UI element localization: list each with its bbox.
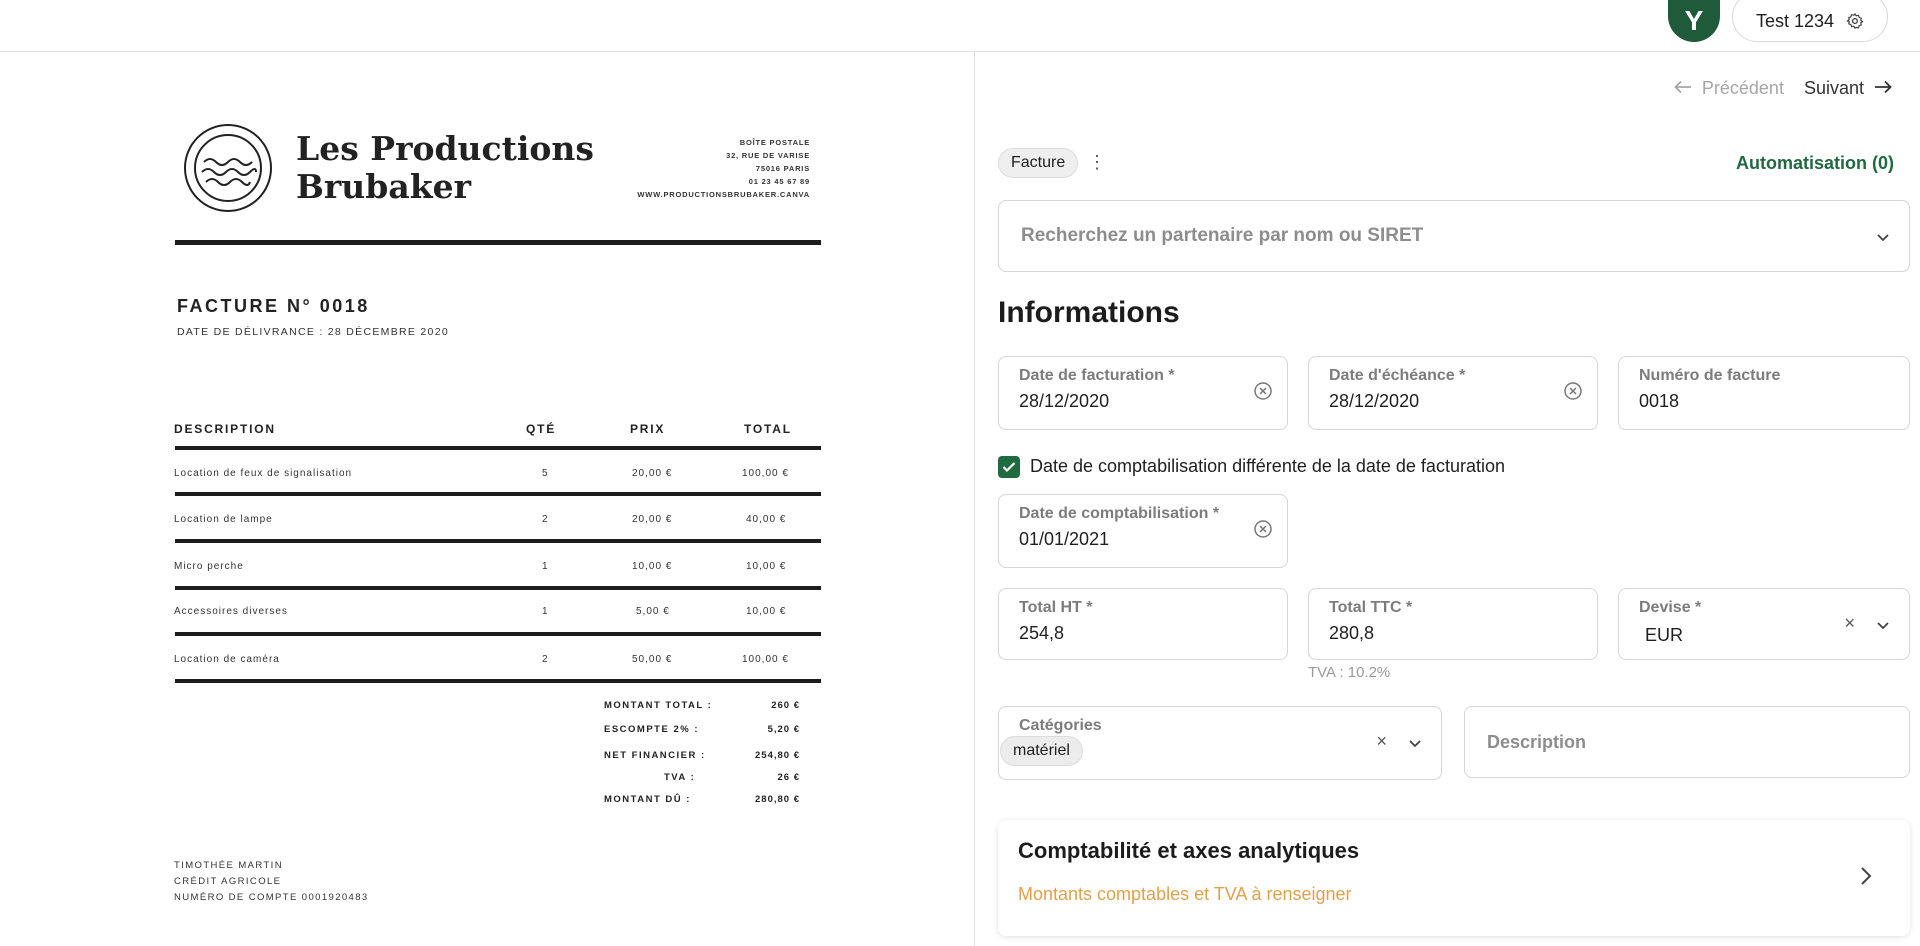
table-rule (175, 586, 821, 590)
summary-value: 26 € (777, 772, 800, 783)
total-ttc-value: 280,8 (1329, 623, 1375, 643)
invoice-form-panel (976, 52, 1920, 946)
invoice-date-field[interactable] (998, 356, 1288, 430)
category-tag-label: matériel (1013, 742, 1070, 759)
section-title-informations: Informations (998, 296, 1180, 329)
invoice-number-field[interactable] (1618, 356, 1910, 430)
total-ht-field[interactable] (998, 588, 1288, 660)
description-field[interactable] (1464, 706, 1910, 778)
table-rule (175, 492, 821, 496)
currency-label: Devise * (1639, 599, 1702, 616)
line-total: 10,00 € (746, 606, 787, 617)
clear-icon[interactable] (1253, 519, 1273, 539)
line-price: 50,00 € (632, 654, 673, 665)
total-ttc-label: Total TTC * (1329, 599, 1413, 616)
line-price: 10,00 € (632, 561, 673, 572)
address-line: 01 23 45 67 89 (748, 177, 810, 186)
address-line: 32, RUE DE VARISE (726, 151, 810, 160)
company-name (296, 130, 594, 206)
line-price: 5,00 € (636, 606, 670, 617)
accounting-date-checkbox[interactable] (998, 456, 1020, 478)
chevron-right-icon (1858, 864, 1874, 888)
previous-button[interactable] (1674, 78, 1784, 99)
more-options-icon[interactable]: ⋮ (1088, 152, 1106, 172)
currency-select[interactable] (1618, 588, 1910, 660)
due-date-label: Date d'échéance * (1329, 367, 1466, 384)
total-ht-label: Total HT * (1019, 599, 1093, 616)
total-ht-value: 254,8 (1019, 623, 1065, 643)
avatar-initial: Y (1684, 5, 1704, 36)
clear-icon[interactable] (1563, 381, 1583, 401)
accounting-date-field[interactable] (998, 494, 1288, 568)
company-name-line1: Les Productions (296, 129, 594, 168)
invoice-date-value: 28/12/2020 (1019, 391, 1110, 411)
due-date-value: 28/12/2020 (1329, 391, 1420, 411)
accounting-date-label: Date de comptabilisation * (1019, 505, 1220, 522)
table-rule (175, 679, 821, 683)
invoice-number-value: 0018 (1639, 391, 1680, 411)
summary-value: 254,80 € (755, 750, 800, 761)
summary-label: ESCOMPTE 2% : (604, 724, 699, 735)
line-description: Location de lampe (174, 514, 273, 525)
clear-icon[interactable] (1253, 381, 1273, 401)
tva-rate-note: TVA : 10.2% (1308, 664, 1391, 681)
due-date-field[interactable] (1308, 356, 1598, 430)
account-button[interactable] (1732, 0, 1888, 42)
accounting-date-value: 01/01/2021 (1019, 529, 1110, 549)
next-button[interactable] (1804, 78, 1892, 99)
header-rule (175, 240, 821, 245)
line-total: 10,00 € (746, 561, 787, 572)
summary-label: MONTANT DÛ : (604, 794, 691, 805)
address-line: 75016 PARIS (755, 164, 810, 173)
arrow-left-icon (1674, 78, 1692, 99)
address-line: WWW.PRODUCTIONSBRUBAKER.CANVA (637, 190, 810, 199)
gear-icon (1846, 12, 1864, 30)
automation-link[interactable]: Automatisation (0) (1735, 153, 1894, 173)
line-qty: 1 (542, 561, 549, 572)
table-rule (175, 446, 821, 450)
next-label: Suivant (1803, 78, 1864, 98)
arrow-right-icon (1874, 78, 1892, 99)
document-type-chip[interactable] (998, 148, 1078, 178)
chevron-down-icon (1875, 229, 1891, 245)
company-name-line2: Brubaker (296, 167, 471, 206)
line-total: 100,00 € (742, 468, 789, 479)
accounting-card-subtitle: Montants comptables et TVA à renseigner (1018, 884, 1352, 904)
summary-label: MONTANT TOTAL : (604, 700, 713, 711)
description-placeholder: Description (1487, 731, 1587, 752)
column-header-price: PRIX (630, 422, 666, 436)
line-description: Location de caméra (174, 654, 280, 665)
line-total: 100,00 € (742, 654, 789, 665)
accounting-analytics-card[interactable] (998, 820, 1910, 936)
check-icon (1002, 461, 1016, 473)
categories-label: Catégories (1019, 717, 1102, 734)
summary-value: 5,20 € (767, 724, 800, 735)
table-rule (175, 632, 821, 636)
line-qty: 1 (542, 606, 549, 617)
summary-label: TVA : (664, 772, 696, 783)
invoice-date-label: Date de facturation * (1019, 367, 1175, 384)
accounting-card-title: Comptabilité et axes analytiques (1018, 838, 1360, 863)
column-header-qty: QTÉ (526, 422, 557, 436)
address-line: BOÎTE POSTALE (739, 138, 810, 147)
summary-value: 260 € (771, 700, 800, 711)
line-qty: 2 (542, 654, 549, 665)
account-name: Test 1234 (1755, 10, 1835, 31)
company-address (637, 136, 810, 201)
previous-label: Précédent (1701, 78, 1784, 98)
line-price: 20,00 € (632, 468, 673, 479)
currency-value: EUR (1645, 625, 1684, 645)
document-preview[interactable] (0, 52, 975, 946)
line-description: Micro perche (174, 561, 244, 572)
line-qty: 5 (542, 468, 549, 479)
footer-line: NUMÉRO DE COMPTE 0001920483 (174, 892, 369, 903)
line-price: 20,00 € (632, 514, 673, 525)
summary-label: NET FINANCIER : (604, 750, 706, 761)
chevron-down-icon[interactable] (1407, 735, 1423, 751)
line-qty: 2 (542, 514, 549, 525)
pagination-nav (1674, 78, 1892, 99)
company-logo (182, 122, 274, 214)
invoice-number-label: Numéro de facture (1639, 367, 1781, 384)
chevron-down-icon[interactable] (1875, 617, 1891, 633)
footer-line: TIMOTHÉE MARTIN (174, 860, 283, 871)
line-description: Accessoires diverses (174, 606, 288, 617)
category-tag[interactable] (1000, 736, 1083, 766)
table-rule (175, 539, 821, 543)
footer-line: CRÉDIT AGRICOLE (174, 876, 282, 887)
partner-search-field[interactable] (998, 200, 1910, 272)
top-bar (0, 0, 1920, 52)
user-avatar[interactable] (1668, 0, 1720, 42)
invoice-title: FACTURE N° 0018 (177, 296, 370, 316)
partner-search-placeholder: Recherchez un partenaire par nom ou SIRET (1021, 225, 1424, 246)
invoice-issue-date: DATE DE DÉLIVRANCE : 28 DÉCEMBRE 2020 (177, 326, 449, 338)
column-header-description: DESCRIPTION (174, 422, 276, 436)
line-description: Location de feux de signalisation (174, 468, 353, 479)
clear-x-icon[interactable]: × (1376, 731, 1387, 751)
column-header-total: TOTAL (744, 422, 792, 436)
clear-x-icon[interactable]: × (1844, 613, 1855, 633)
accounting-date-checkbox-label[interactable]: Date de comptabilisation différente de la date de facturation (1030, 456, 1505, 476)
document-type-label: Facture (1011, 154, 1066, 171)
line-total: 40,00 € (746, 514, 787, 525)
total-ttc-field[interactable] (1308, 588, 1598, 660)
summary-value: 280,80 € (755, 794, 800, 805)
